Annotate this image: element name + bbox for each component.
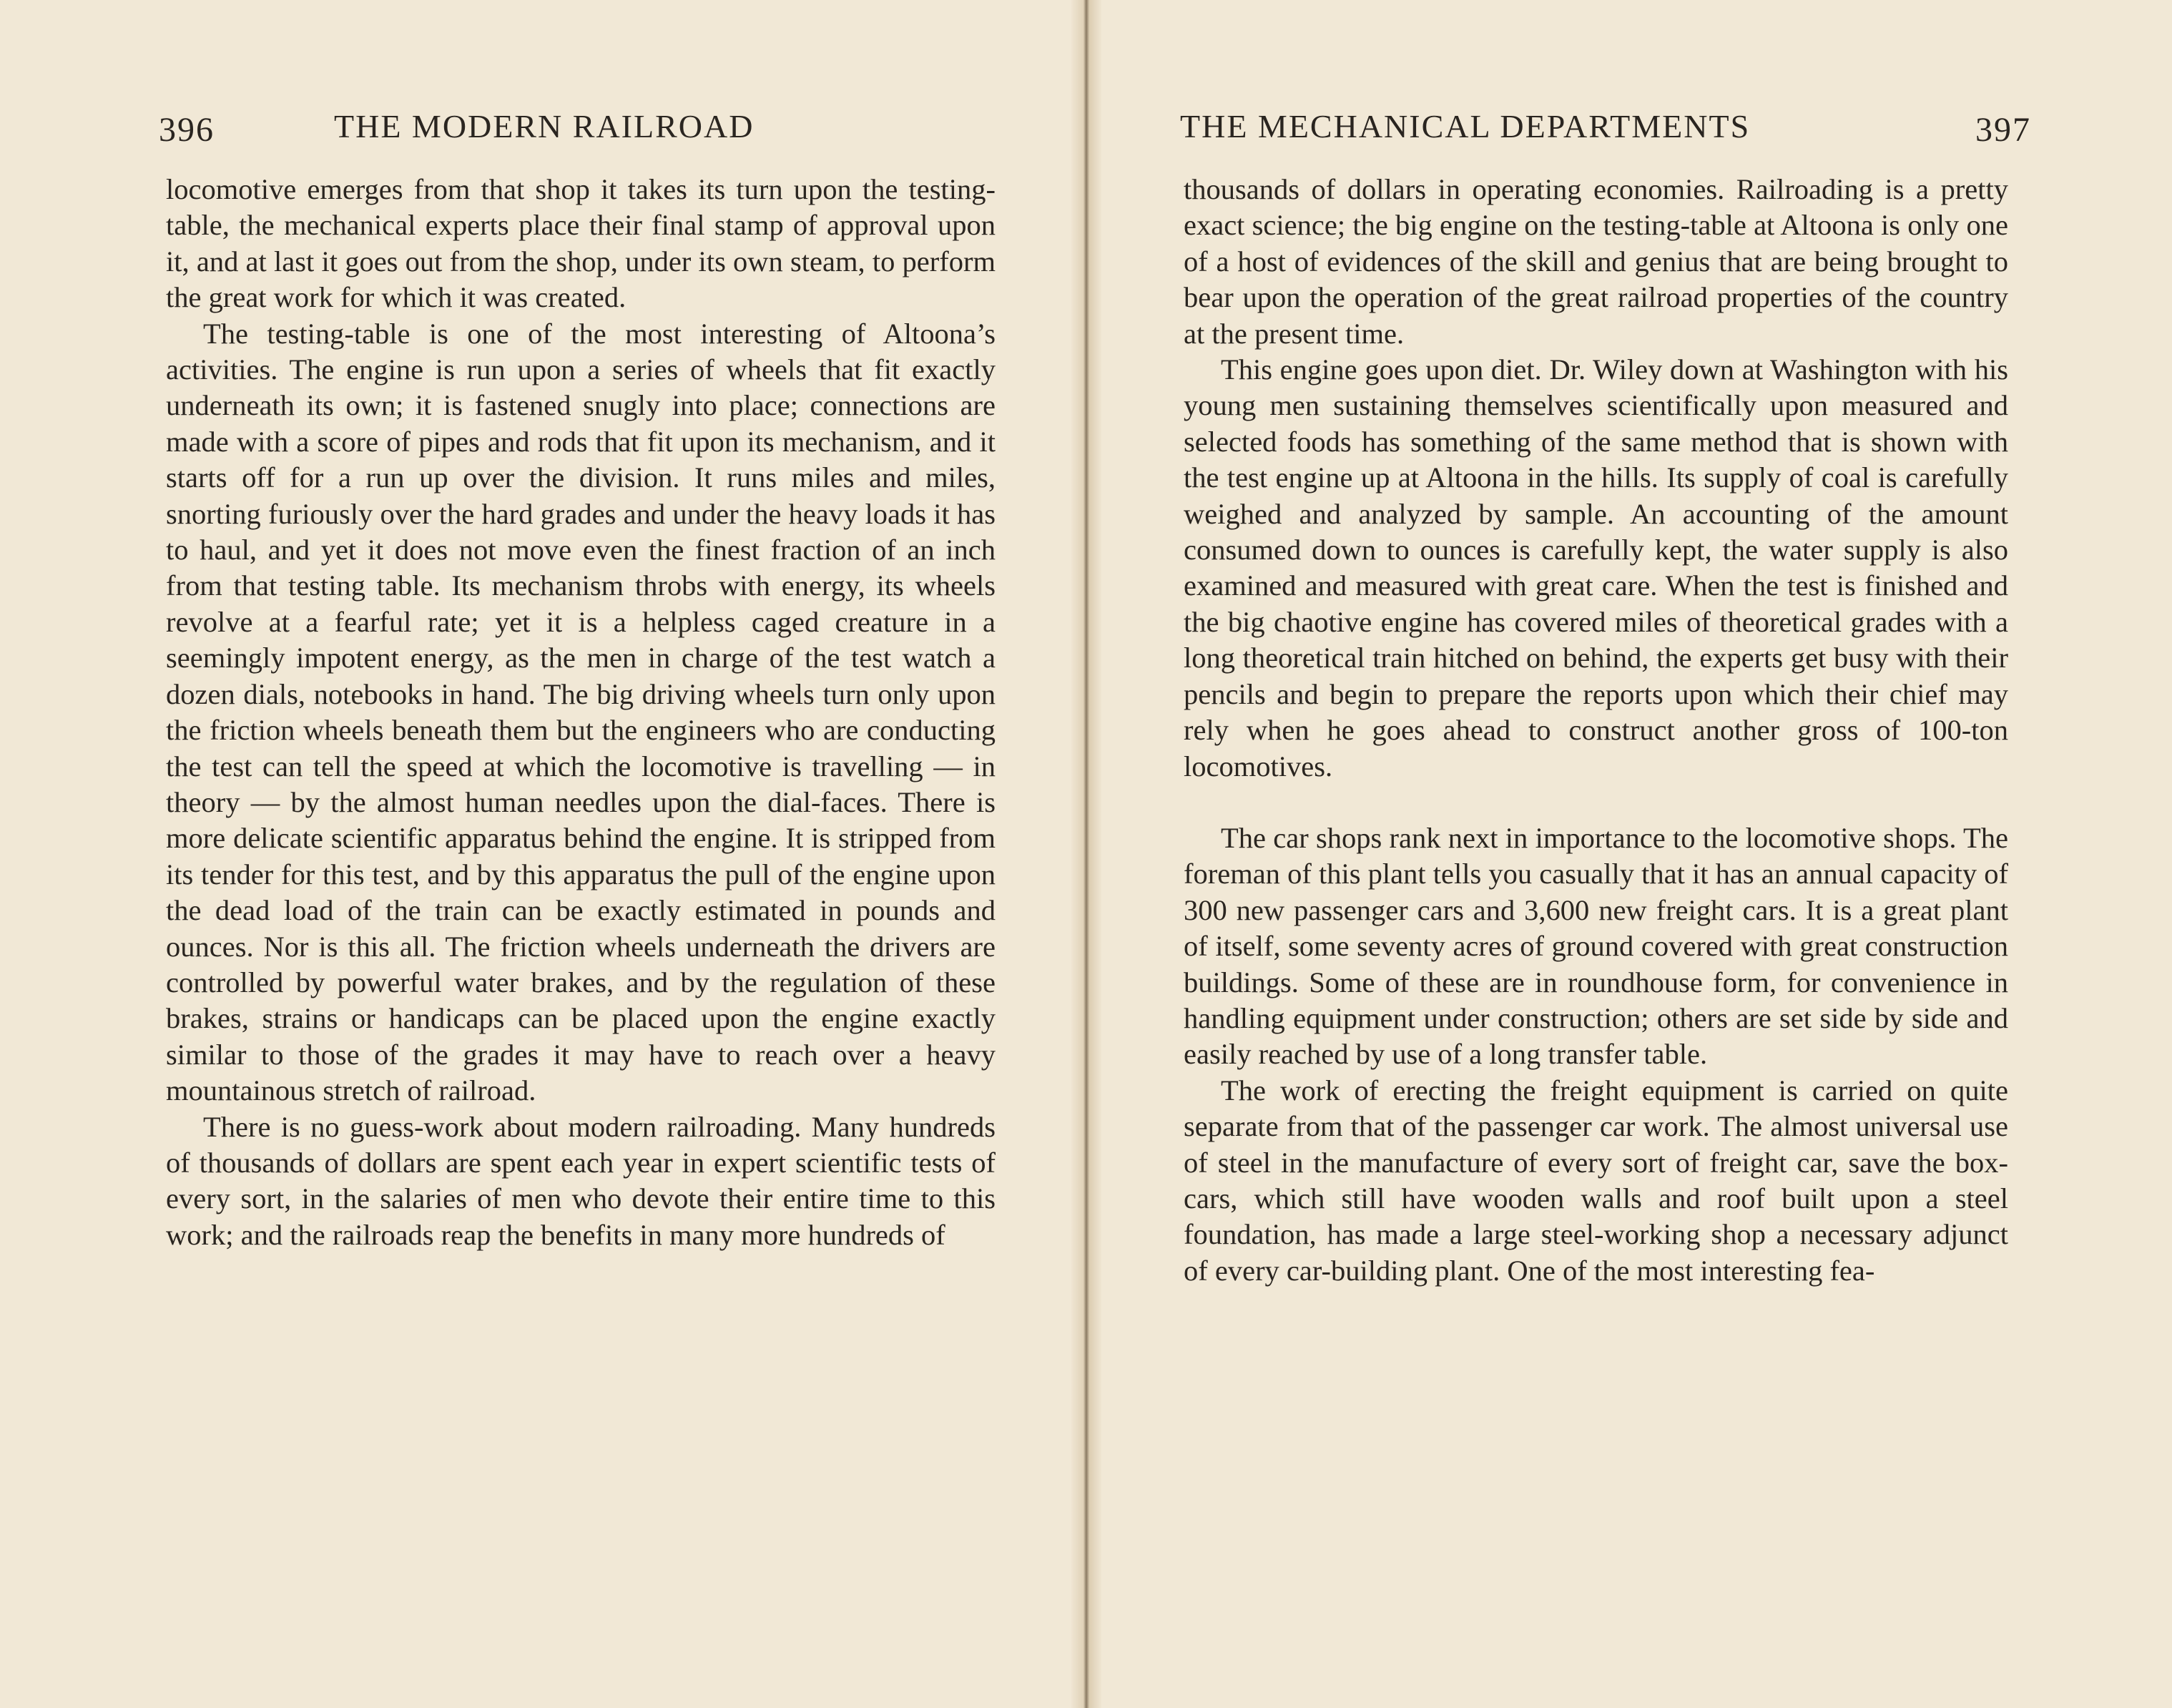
left-page-header [159,107,1010,150]
left-page-body [166,172,996,1253]
left-page [0,0,1071,1708]
right-page-body [1184,172,2008,1289]
paragraph: thousands of dollars in operating economies. Railroading is a pretty exact science; the big engine on the testing-table at Altoona is only one of a host of evidences of the skill and genius that are being brought to bear upon the operation of the great railroad properties of the country at the present time. [1184,173,2008,350]
paragraph: The testing-table is one of the most interesting of Altoona’s activities. The engine is run upon a series of wheels that fit exactly underneath its own; it is fastened snugly into place; connections are made with a score of pipes and rods that fit upon its mechanism, and it starts off for a run up over the division. It runs miles and miles, snorting furiously over the hard grades and under the heavy loads it has to haul, and yet it does not move even the finest fraction of an inch from that testing table. Its mechanism throbs with energy, its wheels revolve at a fearful rate; yet it is a helpless caged creature in a seemingly impotent energy, as the men in charge of the test watch a dozen dials, notebooks in hand. The big driving wheels turn only upon the friction wheels beneath them but the engineers who are conducting the test can tell the speed at which the locomotive is travelling — in theory — by the almost human needles upon the dial-faces. There is more delicate scientific apparatus behind the engine. It is stripped from its tender for this test, and by this apparatus the pull of the engine upon the dead load of the train can be exactly estimated in pounds and ounces. Nor is this all. The friction wheels underneath the drivers are controlled by powerful water brakes, and by the regulation of these brakes, strains or handicaps can be placed upon the engine exactly similar to those of the grades it may have to reach over a heavy mountainous stretch of railroad. [166,317,996,1107]
paragraph: The work of erecting the freight equipment is carried on quite separate from that of the passenger car work. The almost universal use of steel in the manufacture of every sort of freight car, save the box-cars, which still have wooden walls and roof built upon a steel foundation, has made a large steel-working shop a necessary adjunct of every car-building plant. One of the most interesting fea- [1184,1074,2008,1287]
right-page-number: 397 [1975,111,2031,149]
paragraph: This engine goes upon diet. Dr. Wiley down at Washington with his young men sustaining themselves scientifically upon measured and selected foods has something of the same method that is shown with the test engine up at Altoona in the hills. Its supply of coal is carefully weighed and analyzed by sample. An accounting of the amount consumed down to ounces is carefully kept, the water supply is also examined and measured with great care. When the test is finished and the big chaotive engine has covered miles of theoretical grades with a long theoretical train hitched on behind, the experts get busy with their pencils and begin to prepare the reports upon which their chief may rely when he goes ahead to construct another gross of 100-ton locomotives. [1184,353,2008,782]
right-page [1101,0,2172,1708]
paragraph: locomotive emerges from that shop it takes its turn upon the testing-table, the mechanical experts place their final stamp of approval upon it, and at last it goes out from the shop, under its own steam, to perform the great work for which it was created. [166,173,996,314]
book-gutter [1071,0,1101,1708]
right-page-header [1180,107,2031,150]
paragraph: There is no guess-work about modern railroading. Many hundreds of thousands of dollars are spent each year in expert scientific tests of every sort, in the salaries of men who devote their entire time to this work; and the railroads reap the benefits in many more hundreds of [166,1110,996,1251]
right-running-head: THE MECHANICAL DEPARTMENTS [1180,108,1751,144]
left-page-number: 396 [159,111,215,149]
left-running-head: THE MODERN RAILROAD [334,108,755,144]
paragraph: The car shops rank next in importance to the locomotive shops. The foreman of this plant tells you casually that it has an annual capacity of 300 new passenger cars and 3,600 new freight cars. It is a great plant of itself, some seventy acres of ground covered with great construction buildings. Some of these are in roundhouse form, for convenience in handling equipment under construction; others are set side by side and easily reached by use of a long transfer table. [1184,821,2008,1071]
